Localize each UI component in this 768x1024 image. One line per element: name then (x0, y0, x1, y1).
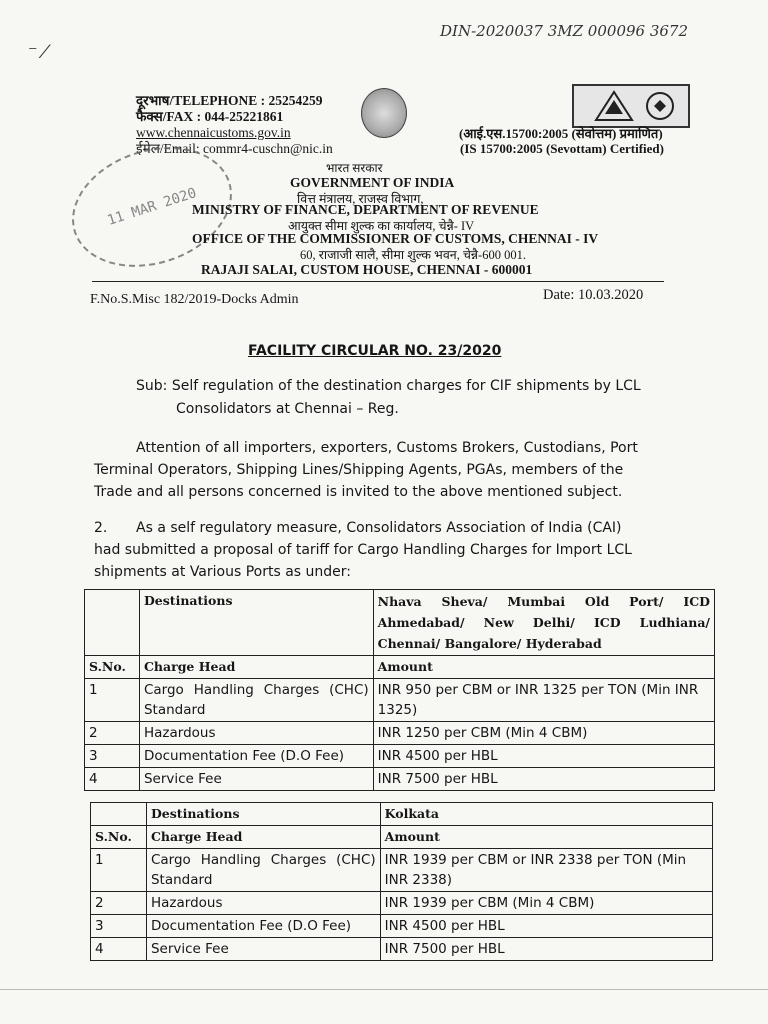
paragraph-1-line-1: Attention of all importers, exporters, Customs Brokers, Custodians, Port (136, 440, 638, 456)
table-row (91, 892, 713, 915)
stamp-date: 11 MAR 2020 (105, 185, 199, 229)
website-link[interactable]: www.chennaicustoms.gov.in (136, 125, 291, 140)
sno-header: S.No. (91, 826, 147, 849)
paragraph-2-line-3: shipments at Various Ports as under: (94, 564, 352, 580)
charge-head-cell: Hazardous (146, 892, 380, 915)
table-row (91, 849, 713, 892)
table-row (91, 803, 713, 826)
certification-english: (IS 15700:2005 (Sevottam) Certified) (460, 141, 664, 156)
bharat-sarkar: भारत सरकार (326, 161, 383, 175)
telephone: दूरभाष/TELEPHONE : 25254259 (136, 93, 323, 108)
amount-cell: INR 4500 per HBL (373, 745, 714, 768)
charge-head-cell: Hazardous (139, 722, 373, 745)
sno-cell: 2 (85, 722, 140, 745)
fax: फैक्स/FAX : 044-25221861 (136, 109, 284, 124)
paragraph-2-number: 2. (94, 520, 108, 536)
paragraph-2-line-1: As a self regulatory measure, Consolidators Association of India (CAI) (136, 520, 622, 536)
office-hindi: आयुक्त सीमा शुल्क का कार्यालय, चेन्नै- IV (288, 219, 475, 233)
amount-cell: INR 1250 per CBM (Min 4 CBM) (373, 722, 714, 745)
sno-cell: 4 (91, 938, 147, 961)
table-row (85, 679, 715, 722)
government-of-india: GOVERNMENT OF INDIA (290, 175, 455, 190)
address: RAJAJI SALAI, CUSTOM HOUSE, CHENNAI - 600001 (201, 262, 533, 277)
destinations-value: Kolkata (380, 803, 712, 826)
table-row (85, 768, 715, 791)
corner-mark: ⁻ ⁄ (28, 42, 47, 63)
amount-cell: INR 950 per CBM or INR 1325 per TON (Min INR 1325) (373, 679, 714, 722)
ministry-hindi: वित्त मंत्रालय, राजस्व विभाग, (297, 192, 424, 206)
sno-cell: 1 (85, 679, 140, 722)
destinations-value: Nhava Sheva/ Mumbai Old Port/ ICD Ahmedabad/ New Delhi/ ICD Ludhiana/ Chennai/ Bangalore/ Hyderabad (373, 590, 714, 656)
sno-cell: 2 (91, 892, 147, 915)
charge-head-cell: Cargo Handling Charges (CHC) Standard (146, 849, 380, 892)
file-number: F.No.S.Misc 182/2019-Docks Admin (90, 292, 299, 307)
office: OFFICE OF THE COMMISSIONER OF CUSTOMS, CHENNAI - IV (192, 231, 599, 246)
charge-head-cell: Cargo Handling Charges (CHC) Standard (139, 679, 373, 722)
sno-cell: 1 (91, 849, 147, 892)
government-emblem-icon (361, 88, 407, 138)
empty-cell (85, 590, 140, 656)
sevottam-logo-icon (572, 84, 690, 128)
amount-cell: INR 7500 per HBL (373, 768, 714, 791)
circular-title: FACILITY CIRCULAR NO. 23/2020 (248, 343, 502, 359)
paragraph-1-line-2: Terminal Operators, Shipping Lines/Shipping Agents, PGAs, members of the (94, 462, 624, 478)
tariff-table-kolkata (90, 802, 713, 961)
paragraph-1-line-3: Trade and all persons concerned is invited to the above mentioned subject. (94, 484, 623, 500)
table-row (85, 656, 715, 679)
ministry: MINISTRY OF FINANCE, DEPARTMENT OF REVENUE (192, 202, 539, 217)
table-row (91, 938, 713, 961)
charge-head-cell: Documentation Fee (D.O Fee) (139, 745, 373, 768)
scan-edge-line (0, 989, 768, 990)
subject-line-2: Consolidators at Chennai – Reg. (176, 401, 399, 417)
amount-cell: INR 4500 per HBL (380, 915, 712, 938)
amount-cell: INR 7500 per HBL (380, 938, 712, 961)
table-row (91, 915, 713, 938)
circular-date: Date: 10.03.2020 (543, 287, 644, 303)
email[interactable]: ईमेल/Email: commr4-cuschn@nic.in (136, 141, 333, 156)
table-row (85, 745, 715, 768)
destinations-label: Destinations (146, 803, 380, 826)
paragraph-2-line-2: had submitted a proposal of tariff for Cargo Handling Charges for Import LCL (94, 542, 632, 558)
sno-cell: 3 (91, 915, 147, 938)
amount-header: Amount (373, 656, 714, 679)
table-row (85, 722, 715, 745)
certification-mark-icon (574, 86, 688, 126)
charge-head-header: Charge Head (146, 826, 380, 849)
charge-head-cell: Service Fee (139, 768, 373, 791)
din-number: DIN-2020037 3MZ 000096 3672 (440, 22, 689, 40)
amount-cell: INR 1939 per CBM (Min 4 CBM) (380, 892, 712, 915)
charge-head-cell: Documentation Fee (D.O Fee) (146, 915, 380, 938)
amount-cell: INR 1939 per CBM or INR 2338 per TON (Min INR 2338) (380, 849, 712, 892)
sno-header: S.No. (85, 656, 140, 679)
table-row (91, 826, 713, 849)
certification-hindi: (आई.एस.15700:2005 (सेवोत्तम) प्रमाणित) (459, 126, 663, 141)
destinations-label: Destinations (139, 590, 373, 656)
charge-head-cell: Service Fee (146, 938, 380, 961)
charge-head-header: Charge Head (139, 656, 373, 679)
empty-cell (91, 803, 147, 826)
table-row (85, 590, 715, 656)
subject-line-1: Sub: Self regulation of the destination charges for CIF shipments by LCL (136, 378, 641, 394)
sno-cell: 3 (85, 745, 140, 768)
tariff-table-all-ports (84, 589, 715, 791)
address-hindi: 60, राजाजी सालै, सीमा शुल्क भवन, चेन्नै-600 001. (300, 248, 526, 262)
header-divider (92, 281, 664, 282)
amount-header: Amount (380, 826, 712, 849)
sno-cell: 4 (85, 768, 140, 791)
